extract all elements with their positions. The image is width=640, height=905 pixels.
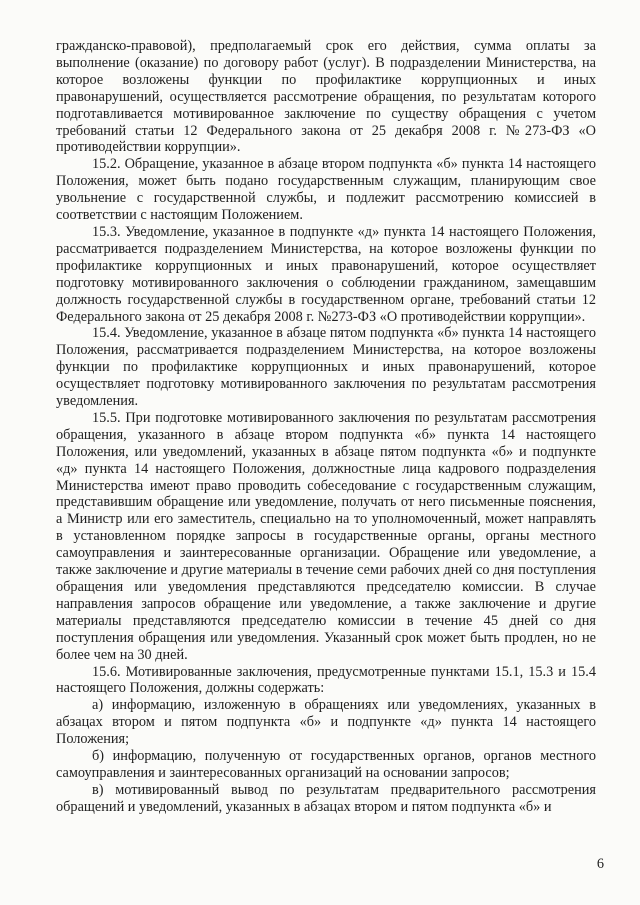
paragraph-15-5: 15.5. При подготовке мотивированного заключения по результатам рассмотрения обращения, указанного в абзаце втором подпункта «б» пункта 14 настоящего Положения, или уведомлений, указанных в абзаце пятом подпункта «б» и подпункте «д» пункта 14 настоящего Положения, должностные лица кадрового подразделения Министерства имеют право проводить собеседование с государственным служащим, представившим обращение или уведомление, получать от него письменные пояснения, а Министр или его заместитель, специально на то уполномоченный, может направлять в установленном порядке запросы в государственные органы, органы местного самоуправления и заинтересованные организации. Обращение или уведомление, а также заключение и другие материалы в течение семи рабочих дней со дня поступления обращения или уведомления представляются председателю комиссии. В случае направления запросов обращение или уведомление, а также заключение и другие материалы представляются председателю комиссии в течение 45 дней со дня поступления обращения или уведомления. Указанный срок может быть продлен, но не более чем на 30 дней.	[56, 409, 596, 663]
paragraph-15-6: 15.6. Мотивированные заключения, предусмотренные пунктами 15.1, 15.3 и 15.4 настоящего Положения, должны содержать:	[56, 663, 596, 697]
page-number: 6	[596, 856, 604, 872]
paragraph-15-4: 15.4. Уведомление, указанное в абзаце пятом подпункта «б» пункта 14 настоящего Положения, рассматривается подразделением Министерства, на которое возложены функции по профилактике коррупционных и иных правонарушений, которое осуществляет подготовку мотивированного заключения по результатам рассмотрения уведомления.	[56, 325, 596, 410]
list-item-a: а) информацию, изложенную в обращениях или уведомлениях, указанных в абзацах втором и пятом подпункта «б» и подпункте «д» пункта 14 настоящего Положения;	[56, 697, 596, 748]
list-item-b: б) информацию, полученную от государственных органов, органов местного самоуправления и заинтересованных организаций на основании запросов;	[56, 748, 596, 781]
paragraph-15-3: 15.3. Уведомление, указанное в подпункте «д» пункта 14 настоящего Положения, рассматривается подразделением Министерства, на которое возложены функции по профилактике коррупционных и иных правонарушений, которое осуществляет подготовку мотивированного заключения о соблюдении гражданином, замещавшим должность государственной службы в государственном органе, требований статьи 12 Федерального закона от 25 декабря 2008 г. №273-ФЗ «О противодействии коррупции».	[56, 223, 596, 325]
paragraph-continuation: гражданско-правовой), предполагаемый срок его действия, сумма оплаты за выполнение (оказание) по договору работ (услуг). В подразделении Министерства, на которое возложены функции по профилактике коррупционных и иных правонарушений, осуществляется рассмотрение обращения, по результатам которого подготавливается мотивированное заключение по существу обращения с учетом требований статьи 12 Федерального закона от 25 декабря 2008 г. №273-ФЗ «О противодействии коррупции».	[56, 38, 596, 156]
paragraph-15-2: 15.2. Обращение, указанное в абзаце втором подпункта «б» пункта 14 настоящего Положения, может быть подано государственным служащим, планирующим свое увольнение с государственной службы, и подлежит рассмотрению комиссией в соответствии с настоящим Положением.	[56, 156, 596, 224]
document-body	[56, 38, 596, 816]
list-item-v: в) мотивированный вывод по результатам предварительного рассмотрения обращений и уведомлений, указанных в абзацах втором и пятом подпункта «б» и	[56, 781, 596, 815]
